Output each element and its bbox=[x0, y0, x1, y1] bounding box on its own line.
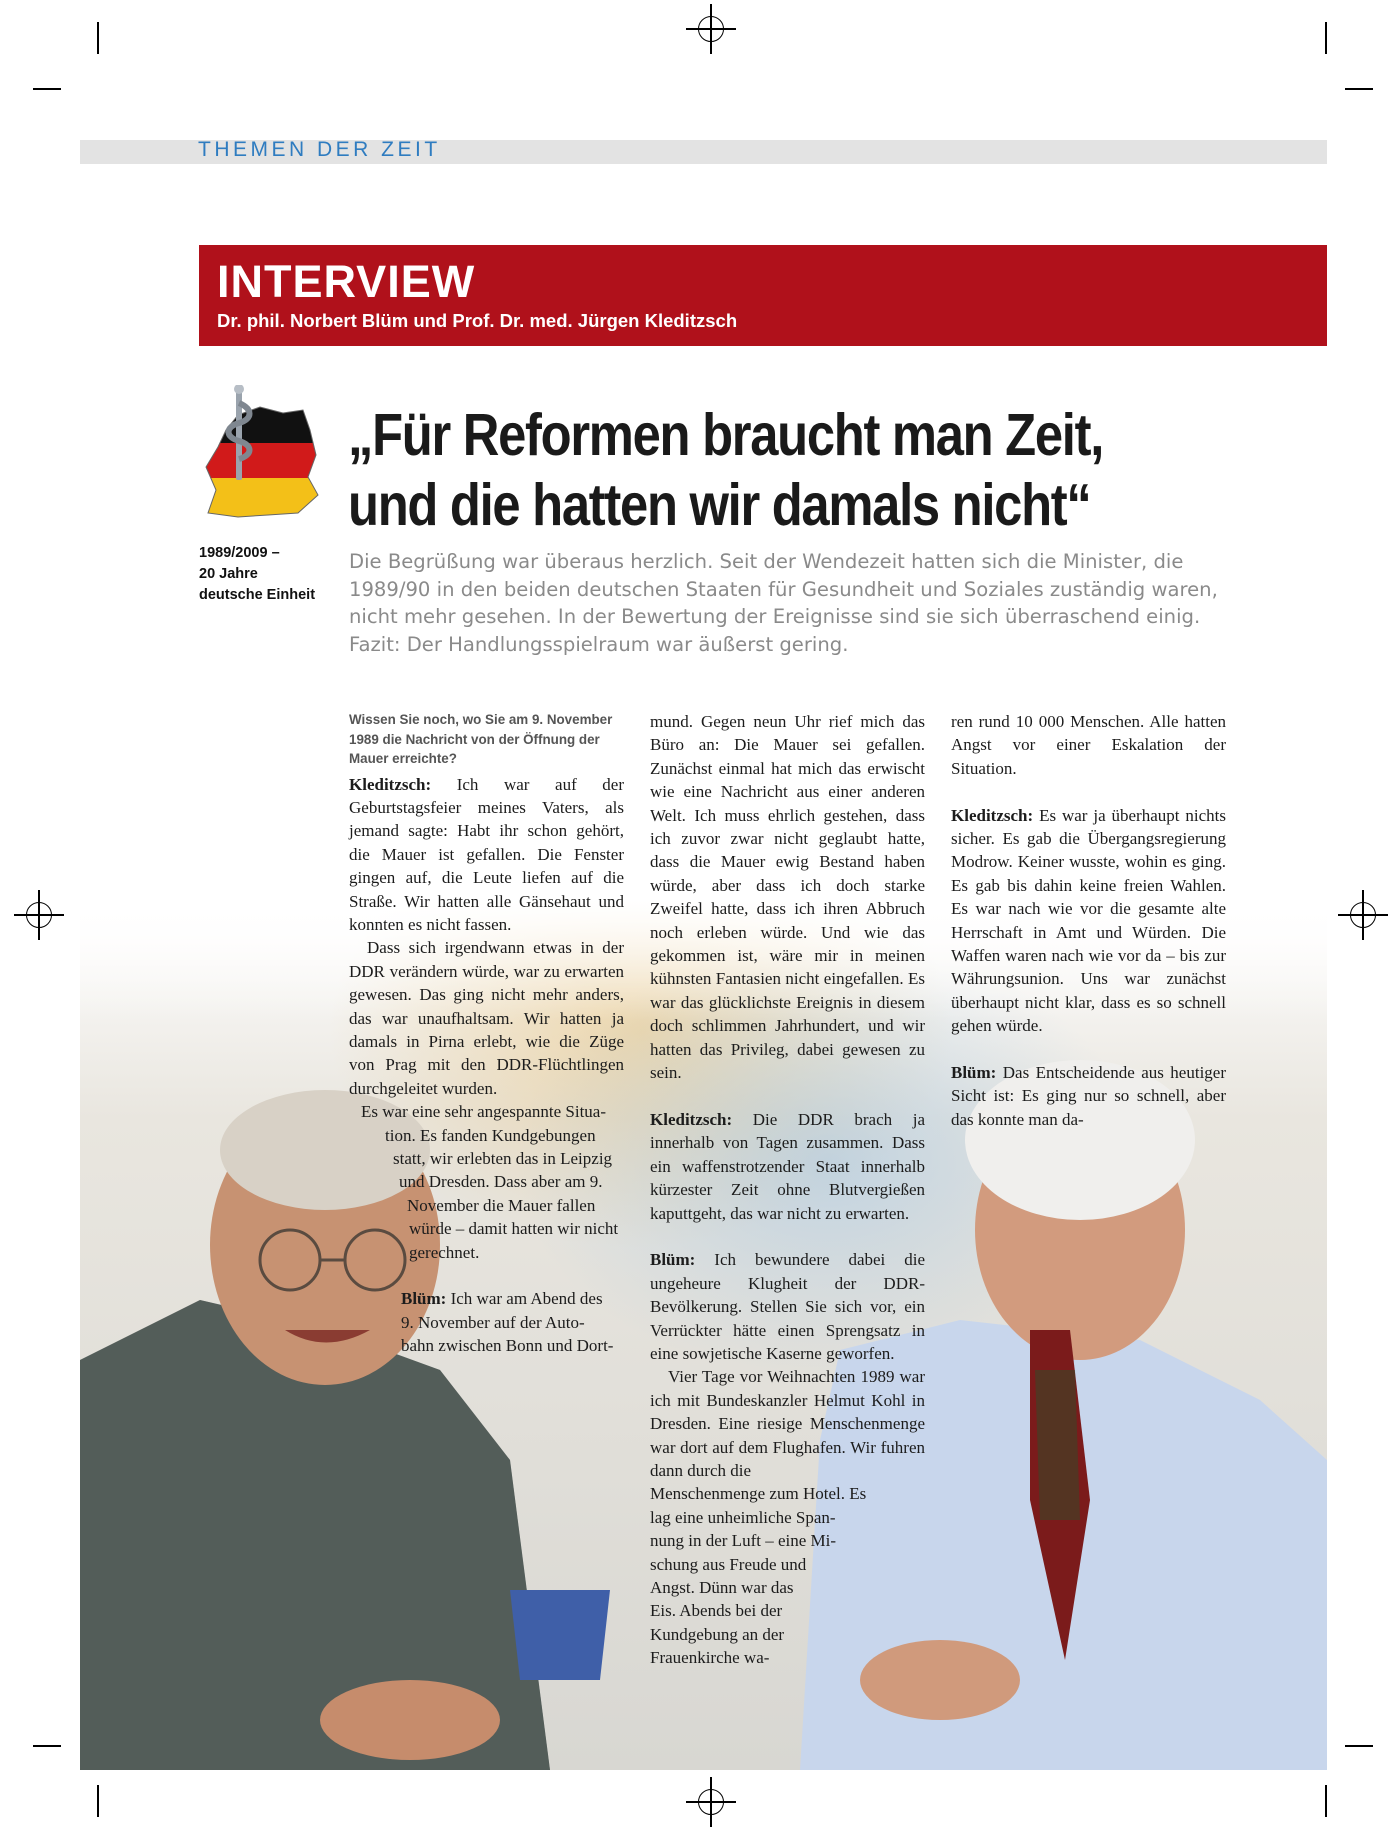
text-column-1 bbox=[349, 710, 624, 1358]
answer-paragraph bbox=[349, 773, 624, 937]
text-line: Frauenkirche wa- bbox=[650, 1648, 770, 1668]
text-line: bahn zwischen Bonn und Dort- bbox=[401, 1336, 614, 1356]
crop-mark bbox=[1345, 1745, 1373, 1747]
text-line: November die Mauer fallen bbox=[407, 1195, 596, 1215]
speaker-label: Kleditzsch: bbox=[349, 774, 432, 794]
text-line: und Dresden. Dass aber am 9. bbox=[399, 1172, 603, 1192]
banner-subtitle: Dr. phil. Norbert Blüm und Prof. Dr. med. Jürgen Kleditzsch bbox=[217, 310, 738, 331]
banner-title: INTERVIEW bbox=[217, 256, 476, 307]
paragraph-gap bbox=[650, 1085, 925, 1108]
answer-paragraph bbox=[650, 1482, 925, 1669]
crop-mark bbox=[97, 22, 99, 54]
crop-mark bbox=[33, 88, 61, 90]
answer-text: Ich bewundere dabei die ungeheure Klugheit der DDR-Bevölkerung. Stellen Sie sich vor, ein Verrückter hätte einen Sprengsatz in eine sowjetische Kaserne geworfen. bbox=[650, 1250, 925, 1363]
headline-line-2: und die hatten wir damals nicht“ bbox=[348, 472, 1091, 538]
answer-paragraph bbox=[951, 1061, 1226, 1131]
logo-caption-line: 20 Jahre bbox=[199, 566, 258, 582]
text-line: Angst. Dünn war das bbox=[650, 1578, 794, 1597]
crop-mark bbox=[97, 1785, 99, 1817]
answer-paragraph bbox=[951, 804, 1226, 1038]
text-line: Menschenmenge zum Hotel. Es bbox=[650, 1484, 867, 1504]
paragraph-gap bbox=[650, 1225, 925, 1248]
answer-paragraph: Vier Tage vor Weihnachten 1989 war ich mit Bundeskanzler Helmut Kohl in Dresden. Eine riesige Menschenmenge war dort auf dem Flughafen. Wir fuhren dann durch die bbox=[650, 1367, 925, 1480]
answer-text: Das Entscheidende aus heutiger Sicht ist: Es ging nur so schnell, aber das konnte man da- bbox=[951, 1063, 1226, 1129]
answer-paragraph bbox=[349, 1100, 624, 1264]
answer-text: Ich war am Abend des bbox=[450, 1289, 603, 1309]
paragraph-gap bbox=[951, 1038, 1226, 1061]
text-line: würde – damit hatten wir nicht bbox=[409, 1219, 619, 1239]
answer-text: Die DDR brach ja innerhalb von Tagen zusammen. Dass ein waffenstrotzender Staat innerhalb kürzester Zeit ohne Blutvergießen kaputtgeht, das war nicht zu erwarten. bbox=[650, 1109, 925, 1223]
answer-paragraph bbox=[349, 1287, 624, 1357]
answer-text: Ich war auf der Geburtstagsfeier meines Vaters, als jemand sagte: Habt ihr schon gehört, die Mauer ist gefallen. Die Fenster gingen auf, die Leute liefen auf die Straße. Wir hatten alle Gänsehaut und konnten es nicht fassen. bbox=[349, 774, 624, 934]
text-line: Eis. Abends bei der bbox=[650, 1601, 783, 1621]
headline bbox=[348, 400, 1122, 540]
registration-mark-right bbox=[1338, 890, 1388, 940]
paragraph-gap bbox=[951, 780, 1226, 803]
answer-paragraph: ren rund 10 000 Menschen. Alle hatten Angst vor einer Eskalation der Situation. bbox=[951, 712, 1226, 778]
text-line: Kundgebung an der bbox=[650, 1624, 785, 1644]
answer-paragraph bbox=[650, 1248, 925, 1365]
crop-mark bbox=[1345, 88, 1373, 90]
logo-caption-line: 1989/2009 – bbox=[199, 545, 280, 561]
interview-question: Wissen Sie noch, wo Sie am 9. November 1989 die Nachricht von der Öffnung der Mauer erreichte? bbox=[349, 712, 613, 766]
text-line: tion. Es fanden Kundgebungen bbox=[385, 1125, 596, 1145]
crop-mark bbox=[1325, 1785, 1327, 1817]
registration-mark-top bbox=[686, 4, 736, 54]
crop-mark bbox=[1325, 22, 1327, 54]
germany-map-logo bbox=[198, 385, 328, 520]
text-line bbox=[401, 1287, 624, 1310]
registration-mark-bottom bbox=[686, 1777, 736, 1827]
text-line: nung in der Luft – eine Mi- bbox=[650, 1531, 837, 1551]
logo-caption bbox=[199, 543, 319, 606]
text-line: statt, wir erlebten das in Leipzig bbox=[393, 1149, 613, 1168]
intro-paragraph: Die Begrüßung war überaus herzlich. Seit der Wendezeit hatten sich die Minister, die 1989/90 in den beiden deutschen Staaten für Gesundheit und Soziales zuständig waren, nicht mehr gesehen. In der Bewertung der Ereignisse sind sie sich überraschend einig. Fazit: Der Handlungsspielraum war äußerst gering. bbox=[349, 550, 1218, 656]
speaker-label: Blüm: bbox=[401, 1289, 447, 1309]
answer-paragraph bbox=[650, 1108, 925, 1225]
section-label: THEMEN DER ZEIT bbox=[198, 138, 441, 161]
paragraph-gap bbox=[349, 1264, 624, 1287]
speaker-label: Kleditzsch: bbox=[951, 805, 1034, 825]
registration-mark-left bbox=[14, 890, 64, 940]
answer-text: Es war ja überhaupt nichts sicher. Es gab die Übergangsregierung Modrow. Keiner wusste, wohin es ging. Es gab bis dahin keine freien Wahlen. Es war nach wie vor die gesamte alte Herrschaft in Amt und Würden. Die Waffen waren nach wie vor da – bis zur Währungsunion. Uns war zunächst überhaupt nicht klar, dass es so schnell gehen würde. bbox=[951, 805, 1226, 1036]
speaker-label: Kleditzsch: bbox=[650, 1109, 733, 1129]
answer-paragraph: mund. Gegen neun Uhr rief mich das Büro an: Die Mauer sei gefallen. Zunächst einmal hat mich das erwischt wie eine Nachricht aus einer anderen Welt. Ich muss ehrlich gestehen, dass ich zuvor zwar nicht geglaubt hatte, dass die Mauer ewig Bestand haben würde, aber dass ich doch starke Zweifel hatte, dass ich ihren Abbruch noch erleben würde. Und wie das gekommen ist, wäre mir in meinen kühnsten Fantasien nicht eingefallen. Es war das glücklichste Ereignis in diesem doch schlimmen Jahrhundert, und wir hatten das Privileg, dabei gewesen zu sein. bbox=[650, 712, 925, 1083]
logo-caption-line: deutsche Einheit bbox=[199, 587, 316, 603]
speaker-label: Blüm: bbox=[650, 1250, 696, 1270]
text-line: schung aus Freude und bbox=[650, 1554, 807, 1574]
text-column-3 bbox=[951, 710, 1226, 1131]
text-line: gerechnet. bbox=[409, 1242, 480, 1262]
text-line: lag eine unheimliche Span- bbox=[650, 1507, 836, 1527]
text-line: Es war eine sehr angespannte Situa- bbox=[361, 1102, 606, 1122]
text-column-2 bbox=[650, 710, 925, 1670]
text-line: 9. November auf der Auto- bbox=[401, 1312, 585, 1332]
headline-line-1: „Für Reformen braucht man Zeit, bbox=[348, 402, 1104, 468]
answer-paragraph: Dass sich irgendwann etwas in der DDR verändern würde, war zu erwarten gewesen. Das ging nicht mehr anders, das war unaufhaltsam. Wir hatten ja damals in Pirna erlebt, wie die Züge von Prag mit den DDR-Flüchtlingen durchgeleitet wurden. bbox=[349, 938, 624, 1098]
speaker-label: Blüm: bbox=[951, 1063, 997, 1083]
crop-mark bbox=[33, 1745, 61, 1747]
